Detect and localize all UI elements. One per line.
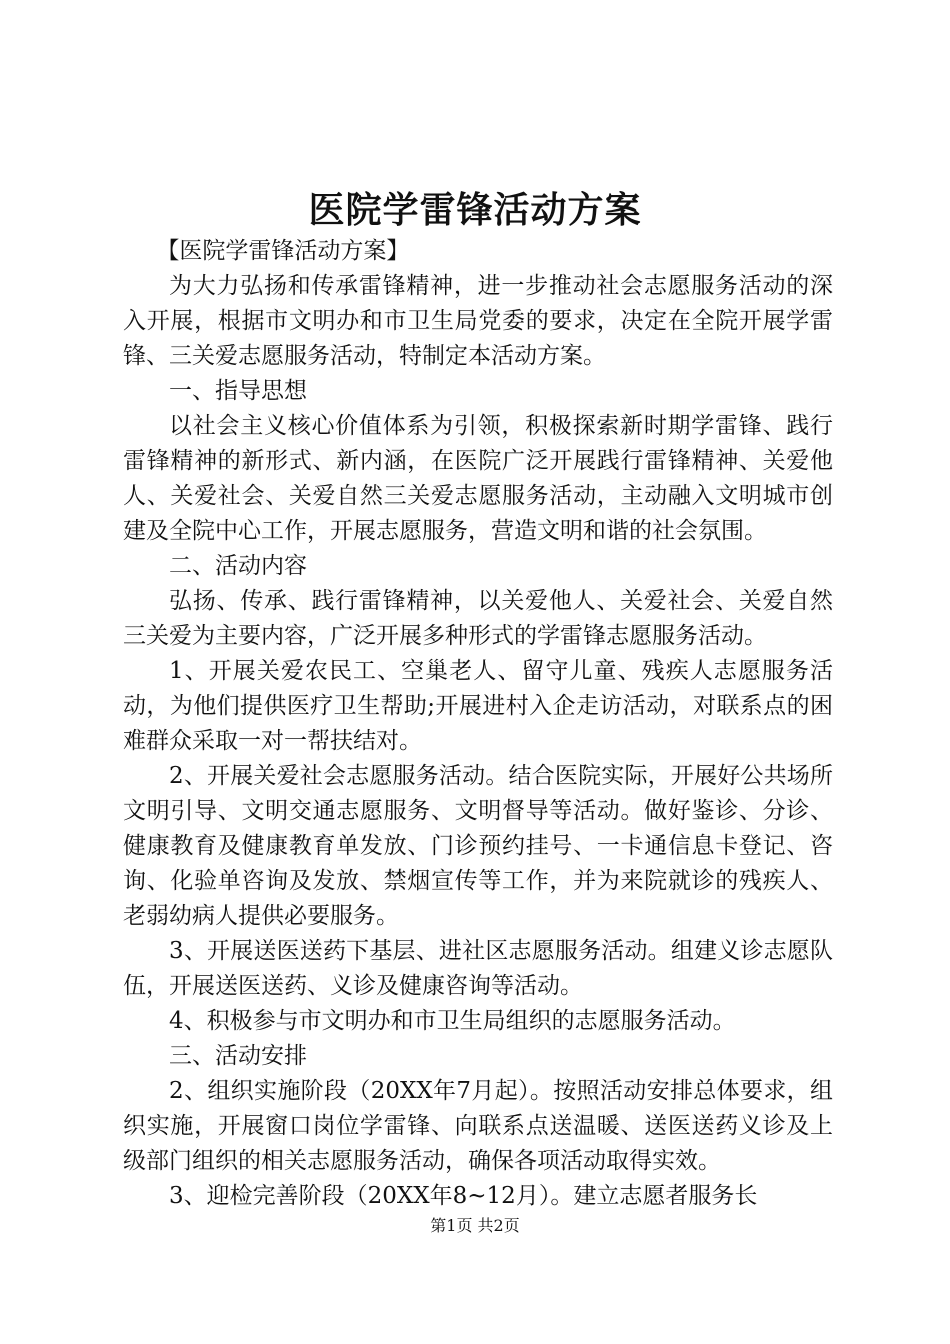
activity-content-paragraph: 弘扬、传承、践行雷锋精神，以关爱他人、关爱社会、关爱自然三关爱为主要内容，广泛开展多种形式的学雷锋志愿服务活动。: [123, 588, 833, 649]
section-heading-activity-content: 二、活动内容: [169, 553, 307, 579]
activity-item-1: 1、开展关爱农民工、空巢老人、留守儿童、残疾人志愿服务活动，为他们提供医疗卫生帮助;开展进村入企走访活动，对联系点的困难群众采取一对一帮扶结对。: [123, 658, 833, 754]
schedule-item-2: 2、组织实施阶段（20XX年7月起）。按照活动安排总体要求，组织实施，开展窗口岗位学雷锋、向联系点送温暖、送医送药义诊及上级部门组织的相关志愿服务活动，确保各项活动取得实效。: [123, 1078, 833, 1174]
activity-item-4: 4、积极参与市文明办和市卫生局组织的志愿服务活动。: [169, 1008, 736, 1034]
activity-item-2: 2、开展关爱社会志愿服务活动。结合医院实际，开展好公共场所文明引导、文明交通志愿服务、文明督导等活动。做好鉴诊、分诊、健康教育及健康教育单发放、门诊预约挂号、一卡通信息卡登记、咨询、化验单咨询及发放、禁烟宣传等工作，并为来院就诊的残疾人、老弱幼病人提供必要服务。: [123, 763, 833, 929]
guiding-ideology-paragraph: 以社会主义核心价值体系为引领，积极探索新时期学雷锋、践行雷锋精神的新形式、新内涵，在医院广泛开展践行雷锋精神、关爱他人、关爱社会、关爱自然三关爱志愿服务活动，主动融入文明城市创建及全院中心工作，开展志愿服务，营造文明和谐的社会氛围。: [123, 413, 833, 544]
schedule-item-3: 3、迎检完善阶段（20XX年8~12月）。建立志愿者服务长: [169, 1183, 758, 1209]
intro-paragraph: 为大力弘扬和传承雷锋精神，进一步推动社会志愿服务活动的深入开展，根据市文明办和市卫生局党委的要求，决定在全院开展学雷锋、三关爱志愿服务活动，特制定本活动方案。: [123, 273, 833, 369]
subtitle-paragraph: 【医院学雷锋活动方案】: [156, 238, 410, 264]
activity-item-3: 3、开展送医送药下基层、进社区志愿服务活动。组建义诊志愿队伍，开展送医送药、义诊及健康咨询等活动。: [123, 938, 833, 999]
section-heading-activity-schedule: 三、活动安排: [169, 1043, 307, 1069]
document-body: [123, 234, 833, 1214]
section-heading-guiding-ideology: 一、指导思想: [169, 378, 307, 404]
document-title: 医院学雷锋活动方案: [308, 189, 642, 231]
page-number-footer: 第1页 共2页: [430, 1216, 520, 1235]
